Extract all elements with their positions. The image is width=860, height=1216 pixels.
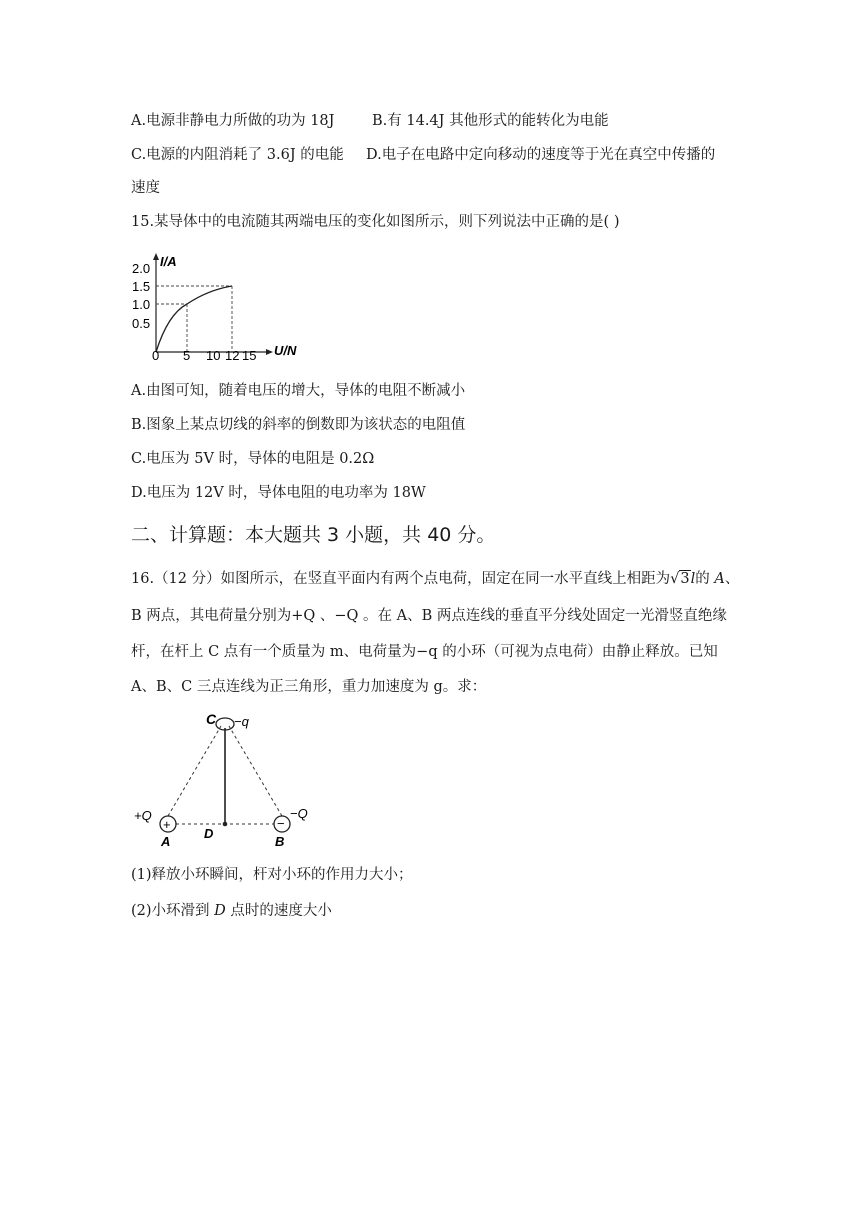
- q16-line-1-a: A: [714, 571, 725, 587]
- label-neg-Q: −Q: [290, 806, 308, 821]
- q16-line-1-sep: 、: [724, 571, 740, 587]
- charge-diagram: [130, 708, 320, 850]
- sqrt-radicand: 3: [680, 571, 690, 587]
- sqrt-expression: √3: [670, 571, 690, 587]
- q16-sub-2-text: (2)小环滑到: [131, 903, 210, 919]
- iu-graph: [128, 252, 308, 364]
- x-tick-10: 10: [206, 348, 221, 363]
- q16-sub-2-point: D: [214, 903, 226, 919]
- q14-option-a: A.电源非静电力所做的功为 18J: [131, 113, 335, 129]
- q14-option-d-continued: 速度: [131, 180, 160, 196]
- q15-option-b: B.图象上某点切线的斜率的倒数即为该状态的电阻值: [131, 417, 466, 433]
- q14-option-d: D.电子在电路中定向移动的速度等于光在真空中传播的: [366, 147, 716, 163]
- label-c: C: [206, 711, 217, 727]
- q16-line-2: B 两点，其电荷量分别为+Q 、−Q 。在 A、B 两点连线的垂直平分线处固定一光滑竖直绝缘: [131, 608, 727, 624]
- q14-option-b: B.有 14.4J 其他形式的能转化为电能: [372, 113, 609, 129]
- label-b: B: [275, 834, 285, 849]
- section-heading: 二、计算题：本大题共 3 小题，共 40 分。: [131, 524, 496, 546]
- side-bc: [229, 726, 282, 816]
- graph-y-arrow: [153, 253, 159, 260]
- q16-line-4: A、B、C 三点连线为正三角形，重力加速度为 g。求：: [131, 679, 487, 695]
- q16-line-1-de: 的: [695, 571, 710, 587]
- plus-sign: +: [163, 817, 171, 832]
- label-d: D: [204, 826, 214, 841]
- graph-x-arrow: [266, 349, 273, 355]
- label-neg-q: −q: [234, 714, 249, 729]
- y-tick-0.5: 0.5: [132, 316, 151, 331]
- q15-stem: 15.某导体中的电流随其两端电压的变化如图所示，则下列说法中正确的是( ): [131, 214, 620, 230]
- x-tick-15: 15: [242, 348, 257, 363]
- q15-option-d: D.电压为 12V 时，导体电阻的电功率为 18W: [131, 485, 426, 501]
- y-tick-1.5: 1.5: [132, 279, 151, 294]
- minus-sign: −: [277, 816, 285, 831]
- label-pos-Q: +Q: [134, 808, 152, 823]
- q16-sub-2: [131, 901, 332, 921]
- x-tick-12: 12: [225, 348, 240, 363]
- label-a: A: [161, 834, 171, 849]
- x-tick-5: 5: [183, 348, 191, 363]
- q16-line-1-text: 16.（12 分）如图所示，在竖直平面内有两个点电荷，固定在同一水平直线上相距为: [131, 571, 671, 587]
- q16-line-3: 杆，在杆上 C 点有一个质量为 m、电荷量为−q 的小环（可视为点电荷）由静止释放。已知: [131, 644, 718, 660]
- y-axis-label: I/A: [160, 254, 177, 269]
- sqrt-variable: l: [690, 571, 696, 587]
- y-tick-1.0: 1.0: [132, 297, 151, 312]
- x-tick-0: 0: [152, 348, 160, 363]
- y-tick-2.0: 2.0: [132, 261, 151, 276]
- side-ac: [168, 726, 221, 816]
- q16-line-1: [131, 569, 739, 589]
- x-axis-label: U/N: [274, 343, 297, 358]
- q15-option-c: C.电压为 5V 时，导体的电阻是 0.2Ω: [131, 451, 375, 467]
- point-d: [223, 822, 228, 827]
- q16-sub-2-tail: 点时的速度大小: [230, 903, 332, 919]
- q15-option-a: A.由图可知，随着电压的增大，导体的电阻不断减小: [131, 383, 466, 399]
- q16-sub-1: (1)释放小环瞬间，杆对小环的作用力大小；: [131, 867, 413, 883]
- q14-option-c: C.电源的内阻消耗了 3.6J 的电能: [131, 147, 344, 163]
- iu-curve: [156, 286, 232, 352]
